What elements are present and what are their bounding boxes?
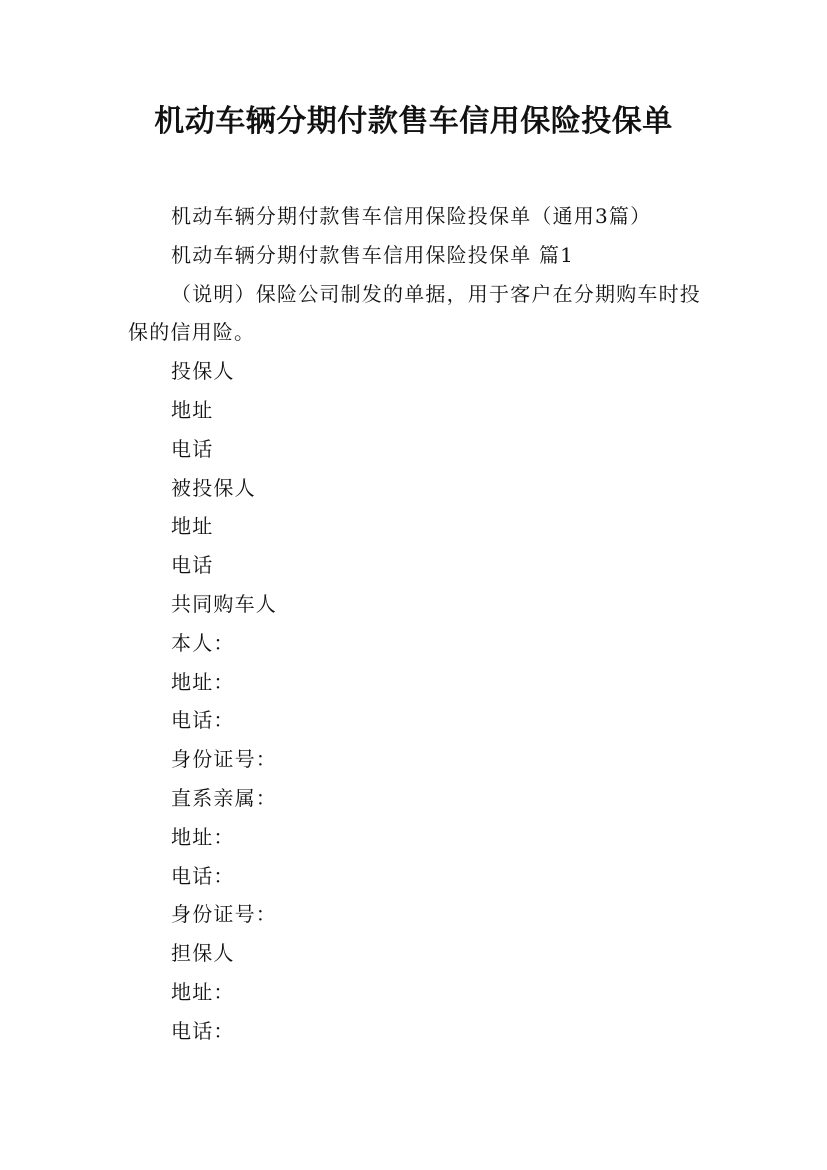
field-label-self: 本人： (171, 630, 235, 655)
field-label-applicant: 投保人 (171, 359, 235, 384)
field-label-co-buyer: 共同购车人 (171, 591, 277, 616)
field-label-relative: 直系亲属： (171, 785, 277, 810)
paragraph-section-heading: 机动车辆分期付款售车信用保险投保单 篇1 (171, 242, 575, 267)
field-label-insured: 被投保人 (171, 475, 256, 500)
field-label-relative-phone: 电话： (171, 863, 235, 888)
paragraph-description: （说明）保险公司制发的单据，用于客户在分期购车时投保的信用险。 (128, 281, 701, 345)
document-body (128, 197, 708, 1051)
field-label-guarantor: 担保人 (171, 941, 235, 966)
field-label-applicant-phone: 电话 (171, 436, 214, 461)
field-label-relative-address: 地址： (171, 824, 235, 849)
document-title: 机动车辆分期付款售车信用保险投保单 (154, 104, 673, 139)
field-label-guarantor-phone: 电话： (171, 1018, 235, 1043)
paragraph-subtitle: 机动车辆分期付款售车信用保险投保单（通用3篇） (171, 204, 652, 228)
field-label-self-phone: 电话： (171, 708, 235, 733)
field-label-insured-phone: 电话 (171, 553, 214, 578)
field-label-self-address: 地址： (171, 669, 235, 694)
field-label-applicant-address: 地址 (171, 397, 214, 422)
field-label-self-id-number: 身份证号： (171, 747, 277, 772)
field-label-insured-address: 地址 (171, 514, 214, 539)
field-label-relative-id-number: 身份证号： (171, 902, 277, 927)
field-label-guarantor-address: 地址： (171, 979, 235, 1004)
